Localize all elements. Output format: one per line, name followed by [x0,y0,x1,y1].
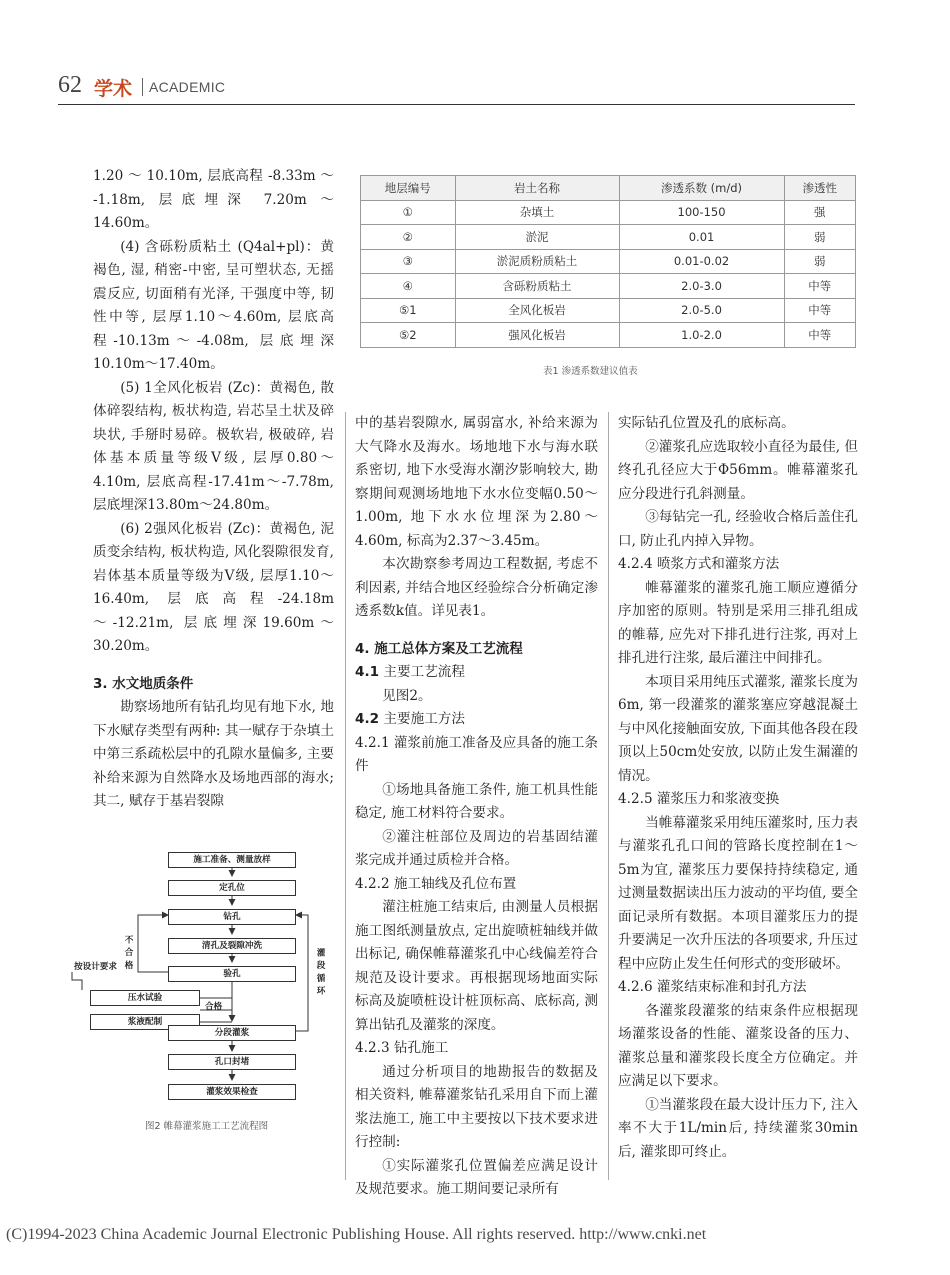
table-cell: 全风化板岩 [455,298,619,323]
header-divider [142,78,143,96]
table-cell: ② [361,225,456,250]
paragraph: 通过分析项目的地勘报告的数据及相关资料, 帷幕灌浆钻孔采用自下而上灌浆法施工, 施工中主要按以下技术要求进行控制: [355,1063,598,1150]
table-cell: 中等 [784,298,855,323]
table-header-cell: 岩土名称 [455,176,619,201]
table-header-row [361,176,856,201]
table-cell: 强风化板岩 [455,323,619,348]
paragraph [355,661,598,685]
label-qualified: 合格 [205,1002,223,1012]
paragraph [355,708,598,732]
column-1 [93,165,334,814]
table-row [361,323,856,348]
flowchart-step: 分段灌浆 [168,1025,296,1041]
table-cell: 2.0-3.0 [619,274,784,299]
paragraph: 4.2.2 施工轴线及孔位布置 [355,875,517,892]
table-cell: 淤泥 [455,225,619,250]
paragraph: 4.2.5 灌浆压力和浆液变换 [618,791,780,807]
table-header-cell: 渗透性 [784,176,855,201]
paragraph: ②灌浆孔应选取较小直径为最佳, 但终孔孔径应大于Φ56mm。帷幕灌浆孔应分段进行孔斜测量。 [618,438,858,502]
paragraph: 当帷幕灌浆采用纯压灌浆时, 压力表与灌浆孔孔口间的管路长度控制在1～5m为宜, 灌浆压力要保持持续稳定, 通过测量数据读出压力波动的平均值, 要全面记录所有数据。本项目灌浆压力的提升要满足一次升压法的各项要求, 升压过程中应防止发生任何形式的变形破坏。 [618,814,858,972]
table-row [361,225,856,250]
table-cell: 2.0-5.0 [619,298,784,323]
table-cell: ⑤2 [361,323,456,348]
paragraph: 中的基岩裂隙水, 属弱富水, 补给来源为大气降水及海水。场地地下水与海水联系密切, 地下水受海水潮汐影响较大, 勘察期间观测场地地下水水位变幅0.50～1.00m, 地下水水位埋深为2.80～4.60m, 标高为2.37～3.45m。 [355,415,598,549]
table-cell: 100-150 [619,200,784,225]
table-row [361,274,856,299]
flowchart-figure [60,840,350,1140]
flowchart-side-box: 压水试验 [90,990,200,1006]
paragraph: ①当灌浆段在最大设计压力下, 注入率不大于1L/min后, 持续灌浆30min后, 灌浆即可终止。 [618,1096,858,1160]
page-number: 62 [58,72,82,98]
section-number: 4.1 [355,664,380,680]
table-cell: 0.01-0.02 [619,249,784,274]
table-cell: 中等 [784,323,855,348]
section-heading: 主要施工方法 [379,711,465,727]
table-caption: 表1 渗透系数建议值表 [543,366,638,377]
paragraph: 实际钻孔位置及孔的底标高。 [618,415,795,431]
table-cell: ③ [361,249,456,274]
column-2 [355,412,598,1202]
table-row [361,249,856,274]
label-segment-loop: 灌段循环 [315,948,325,999]
paragraph: 4. 施工总体方案及工艺流程 [355,640,523,657]
table-cell: 杂填土 [455,200,619,225]
page-header [58,70,855,105]
table-cell: 弱 [784,249,855,274]
table-cell: ⑤1 [361,298,456,323]
table-row [361,298,856,323]
paragraph: 1.20 ～ 10.10m, 层底高程 -8.33m ～ -1.18m, 层底埋深 7.20m ～ 14.60m。 [93,168,334,231]
column-divider [608,412,609,1180]
flowchart-step: 清孔及裂隙冲洗 [168,938,296,954]
section-heading: 主要工艺流程 [379,664,465,680]
flowchart-side-box: 浆液配制 [90,1014,200,1030]
flowchart-step: 施工准备、测量放样 [168,852,296,868]
label-design-requirement: 按设计要求 [74,962,117,972]
table-cell: 含砾粉质粘土 [455,274,619,299]
table-cell: 1.0-2.0 [619,323,784,348]
flowchart-step: 灌浆效果检查 [168,1084,296,1100]
paragraph: 本项目采用纯压式灌浆, 灌浆长度为6m, 第一段灌浆的灌浆塞应穿越混凝土与中风化接触面安放, 下面其他各段在段顶以上50cm处安放, 以防止发生漏灌的情况。 [618,673,858,784]
table-row [361,200,856,225]
section-title-en: ACADEMIC [149,79,226,95]
paragraph: 4.2.6 灌浆结束标准和封孔方法 [618,979,807,995]
figure-caption: 图2 帷幕灌浆施工工艺流程图 [145,1121,269,1132]
paragraph: 灌注桩施工结束后, 由测量人员根据施工图纸测量放点, 定出旋喷桩轴线并做出标记, 确保帷幕灌浆孔中心线偏差符合规范及设计要求。再根据现场地面实际标高及旋喷桩设计桩顶标高、底标高, 测算出钻孔及灌浆的深度。 [355,899,598,1033]
flowchart-step: 验孔 [168,966,296,982]
table-cell: ① [361,200,456,225]
paragraph: 4.2.1 灌浆前施工准备及应具备的施工条件 [355,734,598,774]
paragraph: 本次勘察参考周边工程数据, 考虑不利因素, 并结合地区经验综合分析确定渗透系数k值。详见表1。 [355,556,598,619]
permeability-table [360,175,856,348]
paragraph: ③每钻完一孔, 经验收合格后盖住孔口, 防止孔内掉入异物。 [618,509,858,549]
section-title: 学术 [94,78,133,100]
label-unqualified: 不合格 [123,935,133,973]
paragraph: 勘察场地所有钻孔均见有地下水, 地下水赋存类型有两种: 其一赋存于杂填土中第三系疏松层中的孔隙水量偏多, 主要补给来源为自然降水及场地西部的海水; 其二, 赋存于基岩裂隙 [93,699,334,809]
table-cell: 弱 [784,225,855,250]
table-cell: 中等 [784,274,855,299]
paragraph: ②灌注桩部位及周边的岩基固结灌浆完成并通过质检并合格。 [355,828,598,868]
copyright-footer: (C)1994-2023 China Academic Journal Electronic Publishing House. All rights reserved. http://www.cnki.net [6,1226,707,1243]
paragraph: 见图2。 [382,687,432,704]
paragraph: 帷幕灌浆的灌浆孔施工顺应遵循分序加密的原则。特别是采用三排孔组成的帷幕, 应先对下排孔进行注浆, 再对上排孔进行注浆, 最后灌注中间排孔。 [618,579,858,666]
table-header-cell: 地层编号 [361,176,456,201]
flowchart-step: 孔口封堵 [168,1054,296,1070]
paragraph: ①实际灌浆孔位置偏差应满足设计及规范要求。施工期间要记录所有 [355,1157,598,1197]
paragraph: (6) 2强风化板岩 (Zc)：黄褐色, 泥质变余结构, 板状构造, 风化裂隙很发育, 岩体基本质量等级为Ⅴ级, 层厚1.10～16.40m, 层底高程-24.18m～-12.21m, 层底埋深19.60m～30.20m。 [93,520,334,654]
table-cell: 0.01 [619,225,784,250]
paragraph: 4.2.3 钻孔施工 [355,1040,449,1056]
paragraph: 3. 水文地质条件 [93,675,194,692]
section-number: 4.2 [355,711,380,727]
table-cell: 强 [784,200,855,225]
flowchart-step: 定孔位 [168,880,296,896]
table-cell: 淤泥质粉质粘土 [455,249,619,274]
paragraph: (4) 含砾粉质粘土 (Q4al+pl)：黄褐色, 湿, 稍密-中密, 呈可塑状态, 无摇震反应, 切面稍有光泽, 干强度中等, 韧性中等, 层厚1.10～4.60m, 层底高程-10.13m～-4.08m, 层底埋深10.10m～17.40m。 [93,238,334,372]
paragraph: 4.2.4 喷浆方式和灌浆方法 [618,556,780,572]
table-cell: ④ [361,274,456,299]
paragraph: (5) 1全风化板岩 (Zc)：黄褐色, 散体碎裂结构, 板状构造, 岩芯呈土状及碎块状, 手掰时易碎。极软岩, 极破碎, 岩体基本质量等级Ⅴ级, 层厚0.80～4.10m, 层底高程-17.41m～-7.78m, 层底埋深13.80m～24.80m。 [93,379,334,513]
paragraph: ①场地具备施工条件, 施工机具性能稳定, 施工材料符合要求。 [355,781,598,821]
flowchart-step: 钻孔 [168,909,296,925]
column-3 [618,412,858,1164]
table-header-cell: 渗透系数 (m/d) [619,176,784,201]
paragraph: 各灌浆段灌浆的结束条件应根据现场灌浆设备的性能、灌浆设备的压力、灌浆总量和灌浆段长度全方位确定。并应满足以下要求。 [618,1002,858,1089]
